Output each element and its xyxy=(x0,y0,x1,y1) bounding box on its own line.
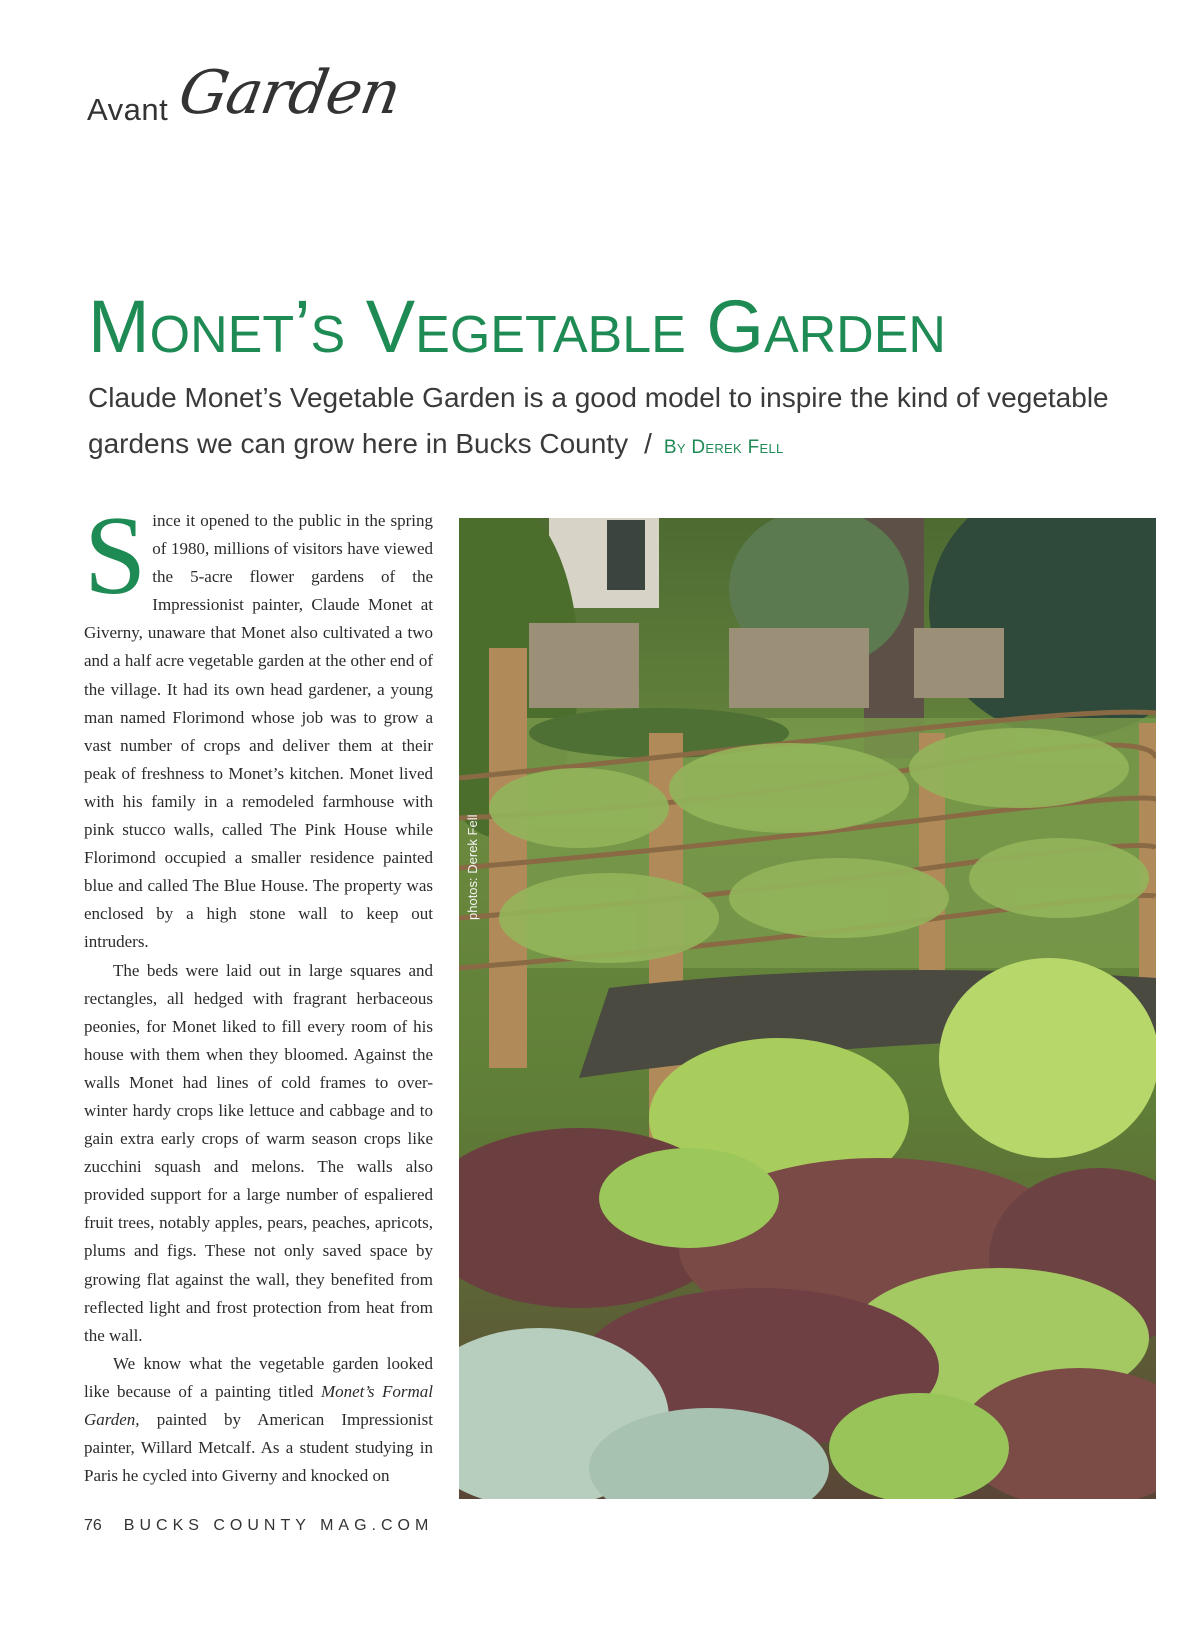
deck-separator: / xyxy=(644,428,652,459)
footer-site: BUCKS COUNTY MAG.COM xyxy=(123,1517,434,1534)
paragraph-1 xyxy=(84,494,433,957)
byline: By Derek Fell xyxy=(663,437,784,458)
drop-cap: S xyxy=(84,494,147,618)
page-number: 76 xyxy=(84,1517,102,1534)
paragraph-1-text: ince it opened to the public in the spring of 1980, millions of visitors have viewed the 5-acre flower gardens of the Impressionist painter, Claude Monet at Giverny, unaware that Monet also cultivated a two and a half acre vegetable garden at the other end of the village. It had its own head gardener, a young man named Florimond whose job was to grow a vast number of crops and deliver them at their peak of freshness to Monet’s kitchen. Monet lived with his family in a remodeled farmhouse with pink stucco walls, called The Pink House while Florimond occupied a smaller residence painted blue and called The Blue House. The property was enclosed by a high stone wall to keep out intruders. xyxy=(84,511,433,952)
section-script-title: Garden xyxy=(173,58,406,128)
article-deck xyxy=(88,375,1148,471)
garden-photo xyxy=(459,518,1156,1499)
photo-credit: photos: Derek Fell xyxy=(465,814,480,920)
painting-title: Monet’s Formal Garden, xyxy=(84,1381,433,1429)
section-header xyxy=(87,58,407,148)
body-column xyxy=(84,494,433,1490)
picket-fence xyxy=(529,623,1004,708)
garden-photo-illustration xyxy=(459,518,1156,1499)
section-prefix: Avant xyxy=(87,92,169,127)
article-title: Monet’s Vegetable Garden xyxy=(88,285,946,368)
page-footer xyxy=(84,1517,433,1535)
paragraph-3-start: We know what the vegetable garden looked like because of a painting titled xyxy=(84,1353,433,1401)
paragraph-3 xyxy=(84,1350,433,1490)
paragraph-3-end: painted by American Impressionist painter, Willard Metcalf. As a student studying in Paris he cycled into Giverny and knocked on xyxy=(84,1410,433,1486)
paragraph-2: The beds were laid out in large squares and rectangles, all hedged with fragrant herbaceous peonies, for Monet liked to fill every room of his house with them when they bloomed. Against the walls Monet had lines of cold frames to over-winter hardy crops like lettuce and cabbage and to gain extra early crops of warm season crops like zucchini squash and melons. The walls also provided support for a large number of espaliered fruit trees, notably apples, pears, peaches, apricots, plums and figs. These not only saved space by growing flat against the wall, they benefited from reflected light and frost protection from heat from the wall. xyxy=(84,960,433,1345)
deck-text: Claude Monet’s Vegetable Garden is a good model to inspire the kind of vegetable gardens we can grow here in Bucks County xyxy=(88,382,1109,459)
